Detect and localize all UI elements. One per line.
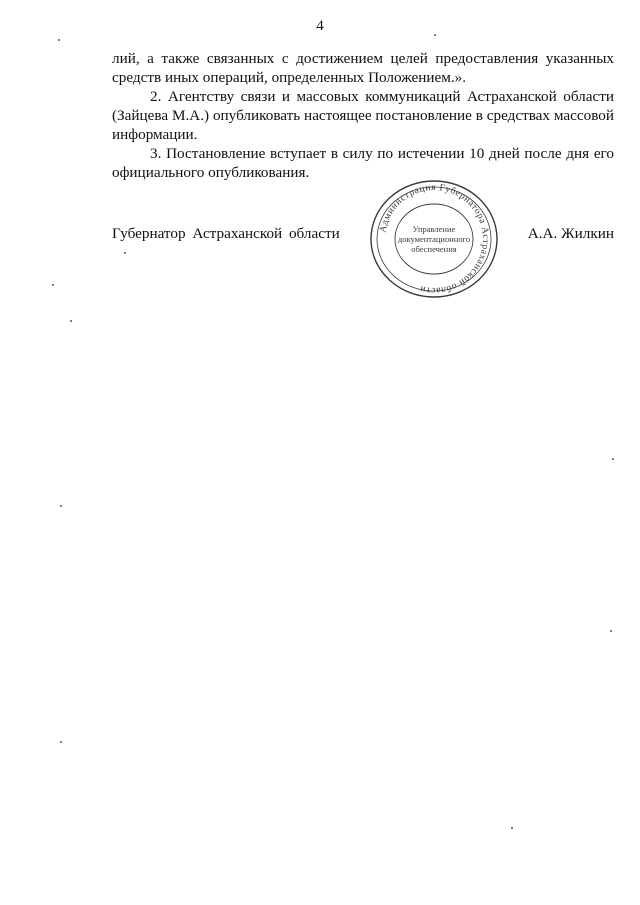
seal-center-line-3: обеспечения bbox=[411, 244, 457, 254]
seal-center-line-2: документационного bbox=[397, 234, 471, 244]
seal-graphic bbox=[366, 176, 502, 302]
signatory-title: Губернатор Астраханской области bbox=[112, 225, 340, 242]
scan-speck bbox=[612, 458, 614, 460]
seal-ring-text: Администрация Губернатора Астраханской области bbox=[378, 182, 491, 296]
scan-speck bbox=[52, 284, 54, 286]
official-seal bbox=[366, 176, 502, 302]
signatory-name: А.А. Жилкин bbox=[527, 225, 614, 242]
paragraph-continuation: лий, а также связанных с достижением целей предоставления указанных средств иных операций, определенных Положением.». bbox=[112, 50, 614, 86]
scan-speck bbox=[124, 252, 126, 254]
paragraph-item-2: 2. Агентству связи и массовых коммуникаций Астраханской области (Зайцева М.А.) опубликовать настоящее постановление в средствах массовой информации. bbox=[112, 88, 614, 143]
scan-speck bbox=[511, 827, 513, 829]
scan-speck bbox=[610, 630, 612, 632]
paragraph-item-3: 3. Постановление вступает в силу по истечении 10 дней после дня его официального опубликования. bbox=[112, 145, 614, 181]
scan-speck bbox=[60, 741, 62, 743]
body-text bbox=[112, 49, 614, 182]
seal-center-line-1: Управление bbox=[412, 224, 456, 234]
page-number: 4 bbox=[316, 18, 324, 34]
scan-speck bbox=[58, 39, 60, 41]
scan-speck bbox=[60, 505, 62, 507]
scan-speck bbox=[434, 34, 436, 36]
scan-speck bbox=[70, 320, 72, 322]
